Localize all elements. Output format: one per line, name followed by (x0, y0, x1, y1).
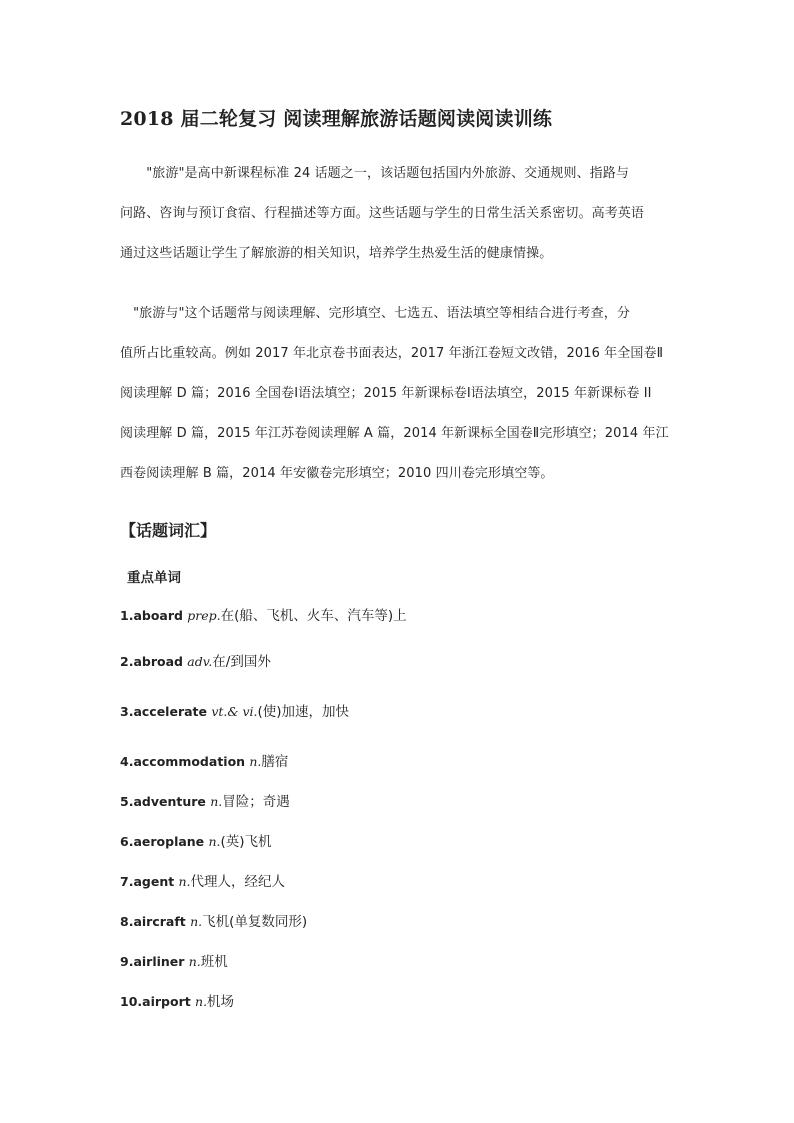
section-title-topic-vocabulary: 【话题词汇】 (120, 521, 217, 540)
intro-paragraph-2 (120, 294, 676, 494)
paragraph-line: 通过这些话题让学生了解旅游的相关知识，培养学生热爱生活的健康情操。 (120, 246, 553, 261)
vocab-item (120, 950, 228, 970)
vocab-number: 8. (120, 914, 134, 929)
vocab-part-of-speech: n. (249, 754, 262, 769)
vocab-part-of-speech: prep. (187, 608, 221, 623)
vocab-word: airport (142, 994, 191, 1009)
vocab-word: airliner (133, 954, 185, 969)
vocab-part-of-speech: n. (178, 874, 191, 889)
paragraph-line: 阅读理解 D 篇，2015 年江苏卷阅读理解 A 篇，2014 年新课标全国卷Ⅱ完形填空；2014 年江 (120, 426, 669, 441)
vocab-meaning: 冒险；奇遇 (222, 794, 290, 810)
paragraph-line: "旅游"是高中新课程标准 24 话题之一，该话题包括国内外旅游、交通规则、指路与 (120, 166, 629, 181)
vocab-item (120, 604, 407, 624)
vocab-meaning: 机场 (207, 994, 235, 1010)
vocab-meaning: 膳宿 (261, 754, 289, 770)
vocab-part-of-speech: n. (190, 914, 203, 929)
vocab-number: 1. (120, 608, 134, 623)
vocab-meaning: (英)飞机 (220, 834, 272, 850)
vocab-item (120, 990, 234, 1010)
vocab-meaning: 在/到国外 (212, 654, 271, 670)
vocab-part-of-speech: adv. (187, 654, 213, 669)
vocab-meaning: 在(船、飞机、火车、汽车等)上 (220, 608, 407, 624)
vocab-item (120, 700, 349, 720)
vocab-item (120, 750, 288, 770)
subsection-title-key-words: 重点单词 (127, 570, 181, 586)
paragraph-line: "旅游与"这个话题常与阅读理解、完形填空、七选五、语法填空等相结合进行考查，分 (120, 306, 630, 321)
vocab-word: accommodation (133, 754, 246, 769)
vocab-item (120, 650, 271, 670)
vocab-item (120, 830, 272, 850)
vocab-word: aircraft (133, 914, 186, 929)
vocab-meaning: (使)加速，加快 (257, 704, 350, 720)
paragraph-line: 阅读理解 D 篇；2016 全国卷Ⅰ语法填空；2015 年新课标卷Ⅰ语法填空，2015 年新课标卷 II (120, 386, 652, 401)
vocab-number: 2. (120, 654, 134, 669)
vocab-number: 10. (120, 994, 143, 1009)
vocab-number: 4. (120, 754, 134, 769)
vocab-word: aboard (133, 608, 183, 623)
vocab-meaning: 代理人，经纪人 (190, 874, 286, 890)
paragraph-line: 值所占比重较高。例如 2017 年北京卷书面表达，2017 年浙江卷短文改错，2016 年全国卷Ⅱ (120, 346, 664, 361)
paragraph-line: 西卷阅读理解 B 篇，2014 年安徽卷完形填空；2010 四川卷完形填空等。 (120, 466, 554, 481)
vocab-part-of-speech: n. (188, 954, 201, 969)
vocab-part-of-speech: n. (210, 794, 223, 809)
vocab-meaning: 班机 (200, 954, 228, 970)
intro-paragraph-1 (120, 154, 676, 274)
vocab-number: 6. (120, 834, 134, 849)
vocab-meaning: 飞机(单复数同形) (202, 914, 308, 930)
vocab-part-of-speech: n. (195, 994, 208, 1009)
vocab-number: 3. (120, 704, 134, 719)
vocab-number: 5. (120, 794, 134, 809)
vocab-item (120, 870, 285, 890)
vocab-item (120, 910, 307, 930)
vocab-word: accelerate (133, 704, 208, 719)
vocab-word: abroad (133, 654, 183, 669)
vocab-number: 9. (120, 954, 134, 969)
vocab-number: 7. (120, 874, 134, 889)
paragraph-line: 问路、咨询与预订食宿、行程描述等方面。这些话题与学生的日常生活关系密切。高考英语 (120, 206, 645, 221)
page-title: 2018 届二轮复习 阅读理解旅游话题阅读阅读训练 (120, 108, 553, 130)
vocab-word: aeroplane (133, 834, 205, 849)
vocab-word: adventure (133, 794, 206, 809)
vocab-word: agent (133, 874, 175, 889)
vocab-part-of-speech: vt.& vi. (211, 704, 258, 719)
vocab-item (120, 790, 290, 810)
vocab-part-of-speech: n. (208, 834, 221, 849)
